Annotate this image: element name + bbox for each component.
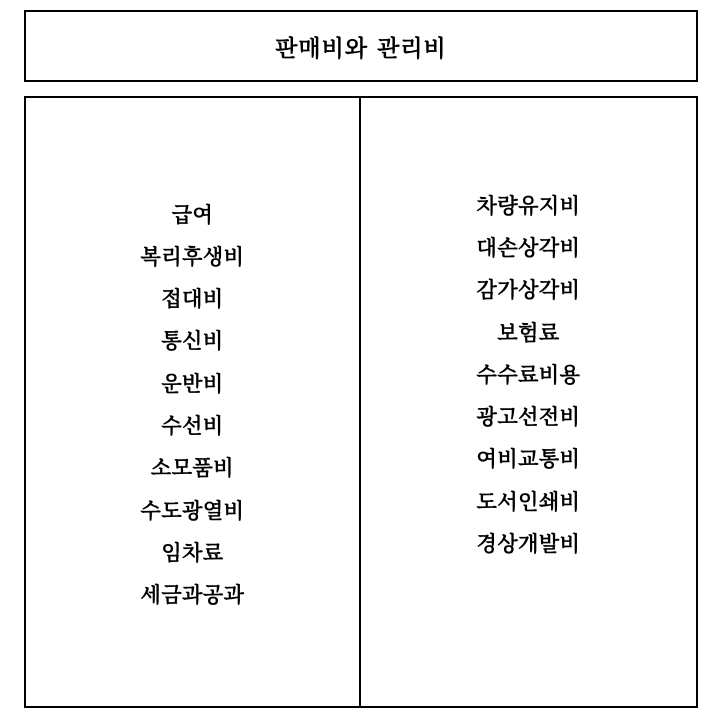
list-item: 수도광열비 [140,498,245,523]
list-item: 수선비 [161,414,224,438]
list-item: 여비교통비 [476,447,581,472]
list-item: 복리후생비 [140,244,245,269]
list-item: 접대비 [161,287,224,312]
items-table [24,96,698,708]
list-item: 급여 [171,202,214,227]
list-item: 임차료 [161,540,224,565]
list-item: 세금과공과 [140,583,245,608]
title-box [24,10,698,82]
list-item: 운반비 [161,371,224,396]
list-item: 보험료 [497,320,560,345]
list-item: 도서인쇄비 [476,489,581,514]
list-item: 소모품비 [150,456,235,481]
list-item: 대손상각비 [476,235,581,260]
list-item: 통신비 [161,329,224,354]
page-title: 판매비와 관리비 [275,35,447,62]
list-item: 수수료비용 [476,362,581,387]
right-column [361,98,696,706]
list-item: 감가상각비 [476,278,581,303]
list-item: 차량유지비 [476,193,581,218]
left-column [26,98,361,706]
list-item: 광고선전비 [476,405,581,430]
list-item: 경상개발비 [476,532,581,557]
